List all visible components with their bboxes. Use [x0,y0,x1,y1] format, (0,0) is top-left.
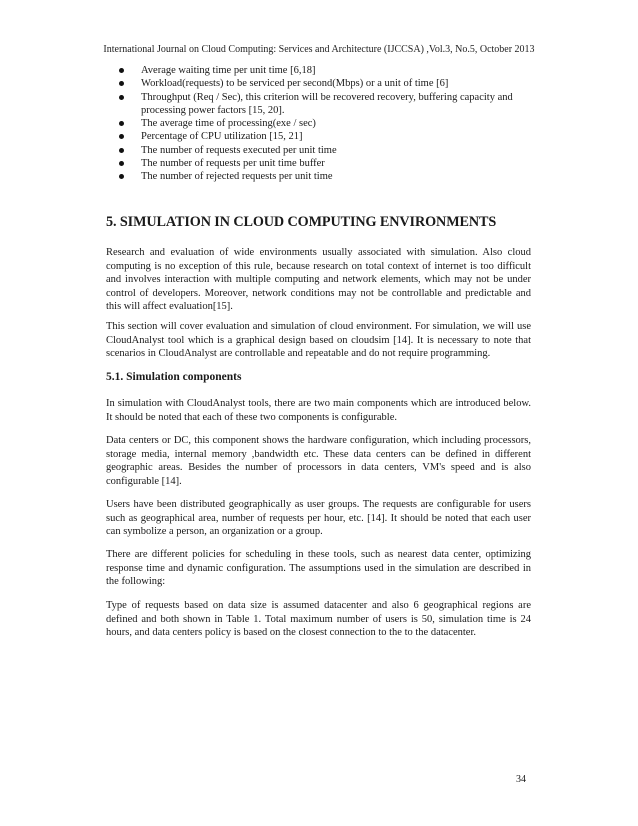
bullet-text: The average time of processing(exe / sec) [141,118,316,130]
bullet-item [106,77,531,90]
page-number: 34 [516,774,526,785]
bullet-text: Average waiting time per unit time [6,18] [141,65,316,76]
bullet-text: The number of requests executed per unit time [141,144,337,156]
subsection-heading: 5.1. Simulation components [106,371,242,383]
bullet-text: The number of rejected requests per unit time [141,171,333,183]
subsection-paragraph-2: Data centers or DC, this component shows the hardware configuration, which including processors, storage media, internal memory ,bandwidth etc. These data centers can be defined in different geographic areas. Besides the number of processors in data centers, VM's speed and is also configurable [14]. [106,435,531,487]
bullet-dot-icon [119,134,124,139]
bullet-item [106,117,531,130]
bullet-item [106,170,531,183]
bullet-dot-icon [119,81,124,86]
section-paragraph-2: This section will cover evaluation and simulation of cloud environment. For simulation, we will use CloudAnalyst tool which is a graphical design based on cloudsim [14]. It is necessary to note that scenarios in CloudAnalyst are controllable and repeatable and do not require programming. [106,321,531,359]
subsection-paragraph-3: Users have been distributed geographically as user groups. The requests are configurable for users such as geographical area, number of requests per hour, etc. [14]. It should be noted that each user can symbolize a person, an organization or a group. [106,499,531,537]
section-heading: 5. SIMULATION IN CLOUD COMPUTING ENVIRONMENTS [106,214,497,230]
bullet-text: Percentage of CPU utilization [15, 21] [141,131,303,143]
bullet-item [106,64,531,77]
metrics-bullet-list [106,64,531,184]
bullet-dot-icon [119,68,124,73]
bullet-text: The number of requests per unit time buffer [141,158,325,170]
bullet-dot-icon [119,121,124,126]
section-paragraph-1: Research and evaluation of wide environments usually associated with simulation. Also cloud computing is no exception of this rule, because research on total context of internet is too difficult and involves interaction with multiple computing and network elements, which may not be under control of developers. Moreover, network conditions may not be controllable and predictable and this will affect evaluation[15]. [106,247,531,312]
running-header: International Journal on Cloud Computing: Services and Architecture (IJCCSA) ,Vol.3, No.5, October 2013 [103,44,535,55]
subsection-paragraph-1: In simulation with CloudAnalyst tools, there are two main components which are introduced below. It should be noted that each of these two components is configurable. [106,398,531,423]
bullet-dot-icon [119,148,124,153]
bullet-item [106,130,531,143]
subsection-paragraph-4: There are different policies for scheduling in these tools, such as nearest data center, optimizing response time and dynamic configuration. The assumptions used in the simulation are described in the following: [106,549,531,587]
bullet-item [106,144,531,157]
bullet-item [106,91,531,118]
bullet-text: Workload(requests) to be serviced per second(Mbps) or a unit of time [6] [141,78,449,90]
subsection-paragraph-5: Type of requests based on data size is assumed datacenter and also 6 geographical regions are defined and both shown in Table 1. Total maximum number of users is 50, simulation time is 24 hours, and data centers policy is based on the closest connection to the to the datacenter. [106,600,531,638]
bullet-dot-icon [119,174,124,179]
bullet-dot-icon [119,95,124,100]
bullet-text: Throughput (Req / Sec), this criterion will be recovered recovery, buffering capacity and processing power factors [15, 20]. [141,91,513,116]
bullet-item [106,157,531,170]
bullet-dot-icon [119,161,124,166]
